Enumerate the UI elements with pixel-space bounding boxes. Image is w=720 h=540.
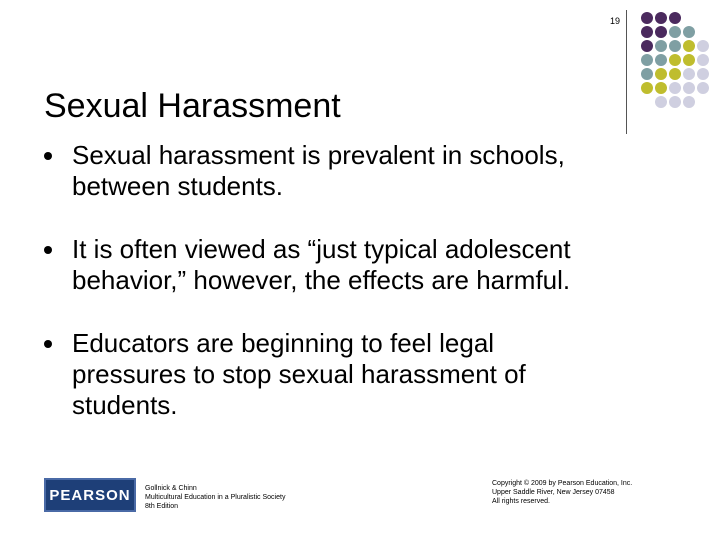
- decor-dot: [655, 54, 667, 66]
- decor-dot: [669, 12, 681, 24]
- bullet-marker: [44, 340, 52, 348]
- citation-line: 8th Edition: [145, 503, 179, 510]
- citation-line: Gollnick & Chinn: [145, 485, 197, 492]
- slide-title: Sexual Harassment: [44, 86, 341, 125]
- decor-dot: [641, 40, 653, 52]
- decor-dot: [655, 68, 667, 80]
- decor-dot: [641, 54, 653, 66]
- decor-dot: [641, 68, 653, 80]
- decor-dot: [655, 40, 667, 52]
- decor-dot: [655, 12, 667, 24]
- decor-dot: [683, 68, 695, 80]
- decor-dot: [669, 96, 681, 108]
- copyright-notice: [492, 479, 632, 506]
- decor-dot: [683, 40, 695, 52]
- decor-dot: [683, 96, 695, 108]
- decor-dot: [669, 40, 681, 52]
- bullet-item: [44, 140, 664, 202]
- bullet-text-line: between students.: [72, 171, 284, 201]
- decor-dot: [697, 82, 709, 94]
- decor-dot: [669, 54, 681, 66]
- bullet-item: [44, 234, 664, 296]
- decor-dot: [669, 26, 681, 38]
- citation-line: Multicultural Education in a Pluralistic Society: [145, 494, 286, 501]
- bullet-item: [44, 328, 664, 421]
- decor-dot: [655, 96, 667, 108]
- decor-dot: [641, 12, 653, 24]
- decor-dot: [683, 82, 695, 94]
- bullet-text-line: students.: [72, 390, 178, 420]
- decor-dot: [655, 82, 667, 94]
- decor-dot: [669, 68, 681, 80]
- decor-dot: [683, 26, 695, 38]
- book-citation: [145, 484, 285, 511]
- slide-number: 19: [609, 16, 620, 26]
- decor-dot: [697, 54, 709, 66]
- copyright-line: Upper Saddle River, New Jersey 07458: [492, 489, 615, 496]
- pearson-logo: PEARSON: [44, 478, 136, 512]
- bullet-text-line: It is often viewed as “just typical adolescent: [72, 234, 571, 264]
- decor-dot: [697, 40, 709, 52]
- bullet-list: [44, 140, 664, 421]
- decor-dot: [655, 26, 667, 38]
- decor-dot: [641, 26, 653, 38]
- copyright-line: All rights reserved.: [492, 498, 550, 505]
- bullet-text-line: Sexual harassment is prevalent in schools,: [72, 140, 565, 170]
- decorative-divider-line: [626, 10, 627, 134]
- bullet-text-line: behavior,” however, the effects are harmful.: [72, 265, 571, 295]
- bullet-text-line: Educators are beginning to feel legal: [72, 328, 495, 358]
- decor-dot: [697, 68, 709, 80]
- copyright-line: Copyright © 2009 by Pearson Education, Inc.: [492, 480, 633, 487]
- decor-dot: [683, 54, 695, 66]
- decor-dot: [641, 82, 653, 94]
- bullet-marker: [44, 152, 52, 160]
- bullet-text-line: pressures to stop sexual harassment of: [72, 359, 526, 389]
- bullet-marker: [44, 246, 52, 254]
- decor-dot: [669, 82, 681, 94]
